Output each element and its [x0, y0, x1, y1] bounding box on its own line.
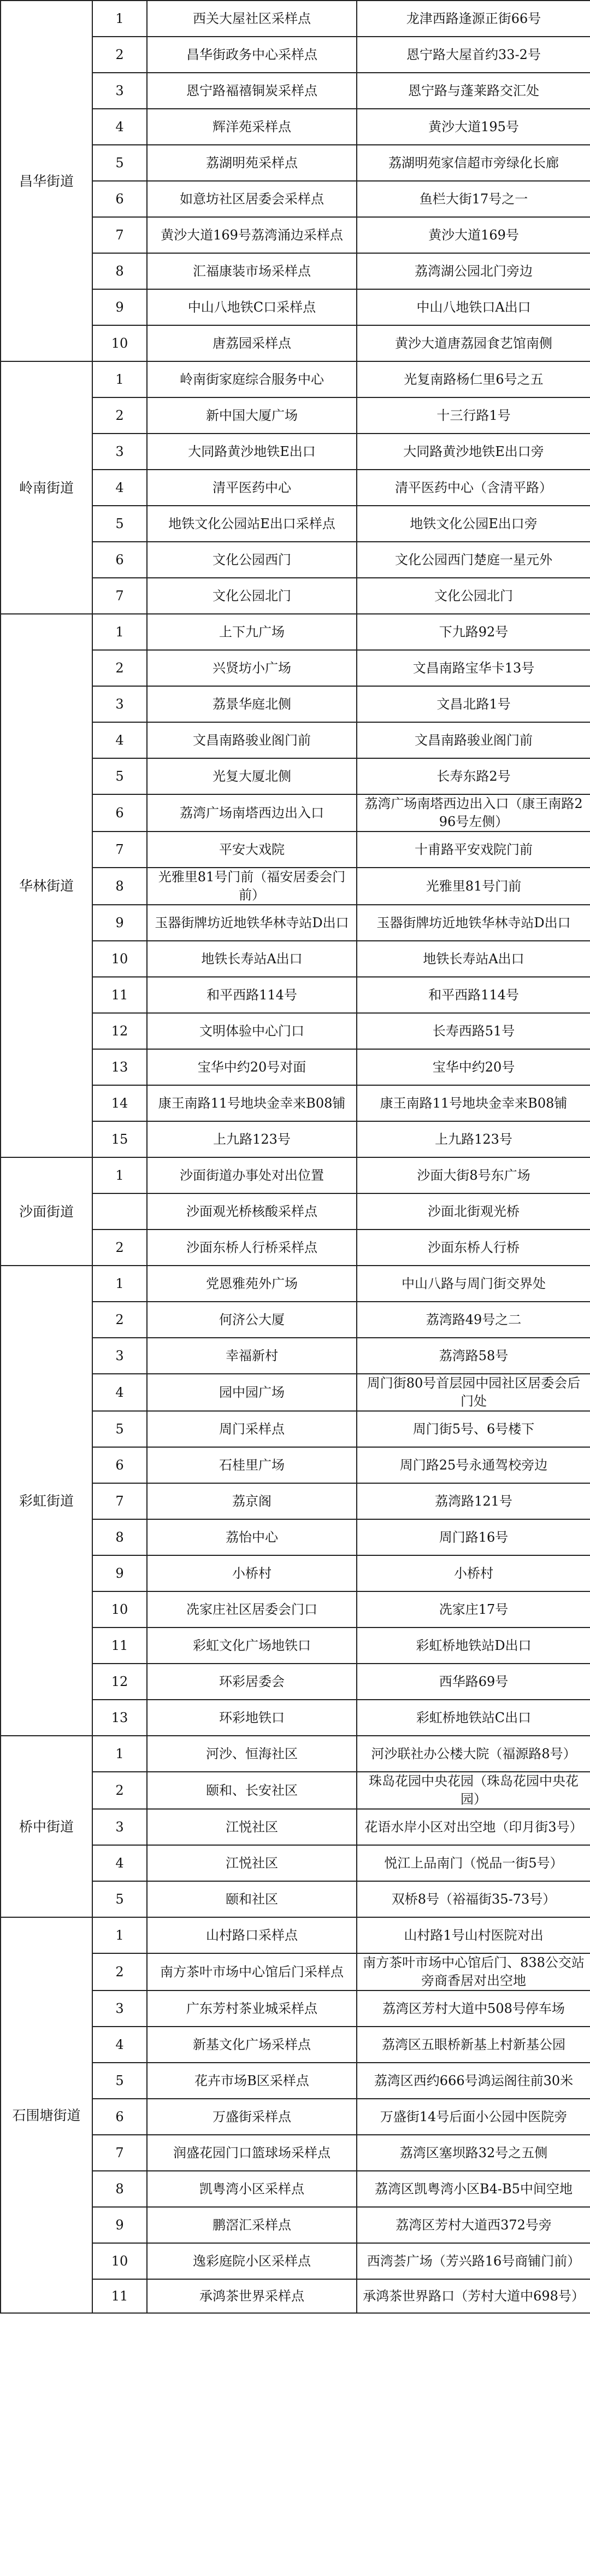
site-address-cell: 彩虹桥地铁站C出口: [357, 1700, 590, 1736]
site-address-cell: 荔湾路49号之二: [357, 1302, 590, 1338]
site-address-cell: 光雅里81号门前: [357, 868, 590, 905]
site-address-cell: 上九路123号: [357, 1121, 590, 1157]
site-name-cell: 文明体验中心门口: [147, 1013, 357, 1049]
site-address-cell: 山村路1号山村医院对出: [357, 1917, 590, 1953]
site-address-cell: 荔湾路121号: [357, 1483, 590, 1519]
table-row: [1, 614, 590, 650]
site-name-cell: 荔湖明苑采样点: [147, 145, 357, 181]
site-address-cell: 长寿西路51号: [357, 1013, 590, 1049]
site-name-cell: 何济公大厦: [147, 1302, 357, 1338]
site-address-cell: 珠岛花园中央花园（珠岛花园中央花园）: [357, 1772, 590, 1809]
site-number-cell: 10: [92, 2243, 147, 2279]
site-name-cell: 汇福康装市场采样点: [147, 253, 357, 289]
site-name-cell: 广东芳村茶业城采样点: [147, 1990, 357, 2027]
site-address-cell: 康王南路11号地块金幸来B08铺: [357, 1085, 590, 1121]
site-address-cell: 文化公园西门楚庭一星元外: [357, 542, 590, 578]
site-number-cell: 14: [92, 1085, 147, 1121]
site-address-cell: 鱼栏大街17号之一: [357, 181, 590, 217]
site-name-cell: 颐和、长安社区: [147, 1772, 357, 1809]
site-address-cell: 双桥8号（裕福街35-73号）: [357, 1881, 590, 1917]
street-name-cell: 桥中街道: [1, 1736, 92, 1917]
site-number-cell: 15: [92, 1121, 147, 1157]
site-name-cell: 承鸿茶世界采样点: [147, 2279, 357, 2313]
site-address-cell: 西湾荟广场（芳兴路16号商铺门前）: [357, 2243, 590, 2279]
site-number-cell: 6: [92, 1447, 147, 1483]
site-address-cell: 大同路黄沙地铁E出口旁: [357, 434, 590, 470]
site-number-cell: 2: [92, 1953, 147, 1990]
street-name-cell: 沙面街道: [1, 1157, 92, 1266]
site-name-cell: 兴贤坊小广场: [147, 650, 357, 686]
site-address-cell: 清平医药中心（含清平路）: [357, 470, 590, 506]
site-name-cell: 光雅里81号门前（福安居委会门前）: [147, 868, 357, 905]
site-number-cell: 9: [92, 905, 147, 941]
site-name-cell: 小桥村: [147, 1555, 357, 1591]
site-address-cell: 黄沙大道169号: [357, 217, 590, 253]
site-number-cell: 10: [92, 941, 147, 977]
site-number-cell: 2: [92, 1302, 147, 1338]
site-name-cell: 幸福新村: [147, 1338, 357, 1374]
site-address-cell: 河沙联社办公楼大院（福源路8号）: [357, 1736, 590, 1772]
site-address-cell: 荔湾路58号: [357, 1338, 590, 1374]
site-name-cell: 荔京阁: [147, 1483, 357, 1519]
site-number-cell: 3: [92, 1338, 147, 1374]
site-name-cell: 周门采样点: [147, 1411, 357, 1447]
site-number-cell: 7: [92, 578, 147, 614]
site-address-cell: 荔湾广场南塔西边出入口（康王南路296号左侧）: [357, 794, 590, 832]
site-name-cell: 荔景华庭北侧: [147, 686, 357, 722]
site-name-cell: 唐荔园采样点: [147, 325, 357, 361]
site-address-cell: 冼家庄17号: [357, 1591, 590, 1627]
site-number-cell: 4: [92, 1845, 147, 1881]
site-name-cell: 石桂里广场: [147, 1447, 357, 1483]
site-name-cell: 冼家庄社区居委会门口: [147, 1591, 357, 1627]
site-address-cell: 周门街80号首层园中园社区居委会后门处: [357, 1374, 590, 1411]
site-number-cell: [92, 1193, 147, 1230]
site-address-cell: 悦江上品南门（悦品一街5号）: [357, 1845, 590, 1881]
site-name-cell: 玉器街牌坊近地铁华林寺站D出口: [147, 905, 357, 941]
site-name-cell: 颐和社区: [147, 1881, 357, 1917]
site-number-cell: 11: [92, 977, 147, 1013]
site-number-cell: 3: [92, 73, 147, 109]
site-name-cell: 南方茶叶市场中心馆后门采样点: [147, 1953, 357, 1990]
site-name-cell: 文昌南路骏业阁门前: [147, 722, 357, 758]
site-address-cell: 宝华中约20号: [357, 1049, 590, 1085]
site-name-cell: 荔怡中心: [147, 1519, 357, 1555]
site-number-cell: 8: [92, 1519, 147, 1555]
site-name-cell: 上下九广场: [147, 614, 357, 650]
table-row: [1, 1917, 590, 1953]
site-number-cell: 4: [92, 2027, 147, 2063]
site-name-cell: 地铁文化公园站E出口采样点: [147, 506, 357, 542]
site-name-cell: 沙面东桥人行桥采样点: [147, 1230, 357, 1266]
site-number-cell: 1: [92, 614, 147, 650]
site-number-cell: 1: [92, 1266, 147, 1302]
site-number-cell: 3: [92, 1809, 147, 1845]
site-number-cell: 1: [92, 1, 147, 37]
site-name-cell: 岭南街家庭综合服务中心: [147, 361, 357, 397]
site-name-cell: 新基文化广场采样点: [147, 2027, 357, 2063]
site-name-cell: 光复大厦北侧: [147, 758, 357, 794]
site-name-cell: 环彩居委会: [147, 1664, 357, 1700]
site-address-cell: 荔湾区芳村大道西372号旁: [357, 2207, 590, 2243]
site-address-cell: 中山八路与周门街交界处: [357, 1266, 590, 1302]
site-number-cell: 10: [92, 325, 147, 361]
site-name-cell: 清平医药中心: [147, 470, 357, 506]
street-name-cell: 华林街道: [1, 614, 92, 1157]
site-number-cell: 11: [92, 1627, 147, 1664]
street-name-cell: 昌华街道: [1, 1, 92, 361]
site-address-cell: 地铁文化公园E出口旁: [357, 506, 590, 542]
site-name-cell: 荔湾广场南塔西边出入口: [147, 794, 357, 832]
site-number-cell: 4: [92, 470, 147, 506]
site-number-cell: 4: [92, 722, 147, 758]
table-row: [1, 1266, 590, 1302]
site-number-cell: 12: [92, 1664, 147, 1700]
site-name-cell: 黄沙大道169号荔湾涌边采样点: [147, 217, 357, 253]
table-row: [1, 1157, 590, 1193]
site-address-cell: 荔湾区凯粤湾小区B4-B5中间空地: [357, 2171, 590, 2207]
street-name-cell: 岭南街道: [1, 361, 92, 614]
site-address-cell: 黄沙大道195号: [357, 109, 590, 145]
site-address-cell: 玉器街牌坊近地铁华林寺站D出口: [357, 905, 590, 941]
site-address-cell: 光复南路杨仁里6号之五: [357, 361, 590, 397]
site-name-cell: 西关大屋社区采样点: [147, 1, 357, 37]
site-address-cell: 文昌南路宝华卡13号: [357, 650, 590, 686]
site-name-cell: 文化公园北门: [147, 578, 357, 614]
site-address-cell: 周门路16号: [357, 1519, 590, 1555]
site-number-cell: 6: [92, 181, 147, 217]
site-address-cell: 长寿东路2号: [357, 758, 590, 794]
site-name-cell: 文化公园西门: [147, 542, 357, 578]
site-name-cell: 中山八地铁C口采样点: [147, 289, 357, 325]
site-address-cell: 荔湖明苑家信超市旁绿化长廊: [357, 145, 590, 181]
site-number-cell: 5: [92, 506, 147, 542]
site-number-cell: 13: [92, 1049, 147, 1085]
site-name-cell: 园中园广场: [147, 1374, 357, 1411]
site-address-cell: 和平西路114号: [357, 977, 590, 1013]
site-number-cell: 5: [92, 145, 147, 181]
site-address-cell: 彩虹桥地铁站D出口: [357, 1627, 590, 1664]
street-name-cell: 彩虹街道: [1, 1266, 92, 1736]
site-address-cell: 文昌北路1号: [357, 686, 590, 722]
site-name-cell: 上九路123号: [147, 1121, 357, 1157]
site-number-cell: 2: [92, 37, 147, 73]
site-address-cell: 沙面东桥人行桥: [357, 1230, 590, 1266]
site-number-cell: 1: [92, 1917, 147, 1953]
site-number-cell: 5: [92, 758, 147, 794]
site-number-cell: 4: [92, 1374, 147, 1411]
site-address-cell: 承鸿茶世界路口（芳村大道中698号）: [357, 2279, 590, 2313]
site-address-cell: 沙面北街观光桥: [357, 1193, 590, 1230]
site-address-cell: 周门街5号、6号楼下: [357, 1411, 590, 1447]
site-name-cell: 润盛花园门口篮球场采样点: [147, 2135, 357, 2171]
site-name-cell: 和平西路114号: [147, 977, 357, 1013]
site-number-cell: 5: [92, 1881, 147, 1917]
site-number-cell: 3: [92, 434, 147, 470]
site-address-cell: 南方茶叶市场中心馆后门、838公交站旁商香居对出空地: [357, 1953, 590, 1990]
site-name-cell: 江悦社区: [147, 1809, 357, 1845]
site-number-cell: 1: [92, 1736, 147, 1772]
site-number-cell: 2: [92, 650, 147, 686]
site-name-cell: 党恩雅苑外广场: [147, 1266, 357, 1302]
site-number-cell: 1: [92, 1157, 147, 1193]
site-number-cell: 8: [92, 868, 147, 905]
site-address-cell: 荔湾区西约666号鸿运阁往前30米: [357, 2063, 590, 2099]
site-address-cell: 荔湾湖公园北门旁边: [357, 253, 590, 289]
site-name-cell: 万盛街采样点: [147, 2099, 357, 2135]
site-number-cell: 12: [92, 1013, 147, 1049]
site-name-cell: 如意坊社区居委会采样点: [147, 181, 357, 217]
street-name-cell: 石围塘街道: [1, 1917, 92, 2313]
site-number-cell: 8: [92, 2171, 147, 2207]
site-address-cell: 龙津西路逢源正街66号: [357, 1, 590, 37]
site-name-cell: 彩虹文化广场地铁口: [147, 1627, 357, 1664]
site-address-cell: 小桥村: [357, 1555, 590, 1591]
site-number-cell: 7: [92, 2135, 147, 2171]
table-row: [1, 1, 590, 37]
site-address-cell: 荔湾区塞坝路32号之五侧: [357, 2135, 590, 2171]
site-name-cell: 辉洋苑采样点: [147, 109, 357, 145]
site-address-cell: 恩宁路大屋首约33-2号: [357, 37, 590, 73]
site-name-cell: 山村路口采样点: [147, 1917, 357, 1953]
site-name-cell: 逸彩庭院小区采样点: [147, 2243, 357, 2279]
site-name-cell: 康王南路11号地块金幸来B08铺: [147, 1085, 357, 1121]
site-name-cell: 沙面观光桥核酸采样点: [147, 1193, 357, 1230]
site-address-cell: 西华路69号: [357, 1664, 590, 1700]
site-name-cell: 平安大戏院: [147, 832, 357, 868]
site-address-cell: 荔湾区五眼桥新基上村新基公园: [357, 2027, 590, 2063]
site-address-cell: 黄沙大道唐荔园食艺馆南侧: [357, 325, 590, 361]
site-name-cell: 凯粤湾小区采样点: [147, 2171, 357, 2207]
site-name-cell: 环彩地铁口: [147, 1700, 357, 1736]
site-name-cell: 江悦社区: [147, 1845, 357, 1881]
site-address-cell: 地铁长寿站A出口: [357, 941, 590, 977]
site-number-cell: 5: [92, 1411, 147, 1447]
site-name-cell: 大同路黄沙地铁E出口: [147, 434, 357, 470]
site-name-cell: 昌华街政务中心采样点: [147, 37, 357, 73]
site-number-cell: 7: [92, 832, 147, 868]
site-address-cell: 文化公园北门: [357, 578, 590, 614]
site-number-cell: 9: [92, 2207, 147, 2243]
site-address-cell: 荔湾区芳村大道中508号停车场: [357, 1990, 590, 2027]
site-number-cell: 10: [92, 1591, 147, 1627]
site-name-cell: 新中国大厦广场: [147, 397, 357, 434]
site-name-cell: 宝华中约20号对面: [147, 1049, 357, 1085]
site-name-cell: 鹏滘汇采样点: [147, 2207, 357, 2243]
site-name-cell: 地铁长寿站A出口: [147, 941, 357, 977]
site-number-cell: 6: [92, 542, 147, 578]
site-number-cell: 4: [92, 109, 147, 145]
site-number-cell: 9: [92, 289, 147, 325]
site-number-cell: 6: [92, 794, 147, 832]
site-number-cell: 2: [92, 1230, 147, 1266]
site-name-cell: 恩宁路褔禧铜炭采样点: [147, 73, 357, 109]
table-row: [1, 361, 590, 397]
site-address-cell: 文昌南路骏业阁门前: [357, 722, 590, 758]
site-name-cell: 沙面街道办事处对出位置: [147, 1157, 357, 1193]
site-name-cell: 河沙、恒海社区: [147, 1736, 357, 1772]
site-name-cell: 花卉市场B区采样点: [147, 2063, 357, 2099]
site-number-cell: 7: [92, 1483, 147, 1519]
site-number-cell: 9: [92, 1555, 147, 1591]
site-number-cell: 2: [92, 1772, 147, 1809]
site-address-cell: 下九路92号: [357, 614, 590, 650]
site-number-cell: 7: [92, 217, 147, 253]
site-number-cell: 3: [92, 686, 147, 722]
site-number-cell: 2: [92, 397, 147, 434]
site-address-cell: 恩宁路与蓬莱路交汇处: [357, 73, 590, 109]
site-address-cell: 万盛街14号后面小公园中医院旁: [357, 2099, 590, 2135]
site-number-cell: 6: [92, 2099, 147, 2135]
table-row: [1, 1736, 590, 1772]
site-number-cell: 11: [92, 2279, 147, 2313]
sampling-sites-body: [1, 1, 590, 2313]
site-number-cell: 1: [92, 361, 147, 397]
site-address-cell: 十三行路1号: [357, 397, 590, 434]
site-number-cell: 3: [92, 1990, 147, 2027]
site-address-cell: 中山八地铁口A出口: [357, 289, 590, 325]
site-number-cell: 13: [92, 1700, 147, 1736]
site-address-cell: 沙面大街8号东广场: [357, 1157, 590, 1193]
site-address-cell: 花语水岸小区对出空地（印月街3号）: [357, 1809, 590, 1845]
site-number-cell: 5: [92, 2063, 147, 2099]
site-number-cell: 8: [92, 253, 147, 289]
site-address-cell: 周门路25号永通驾校旁边: [357, 1447, 590, 1483]
site-address-cell: 十甫路平安戏院门前: [357, 832, 590, 868]
